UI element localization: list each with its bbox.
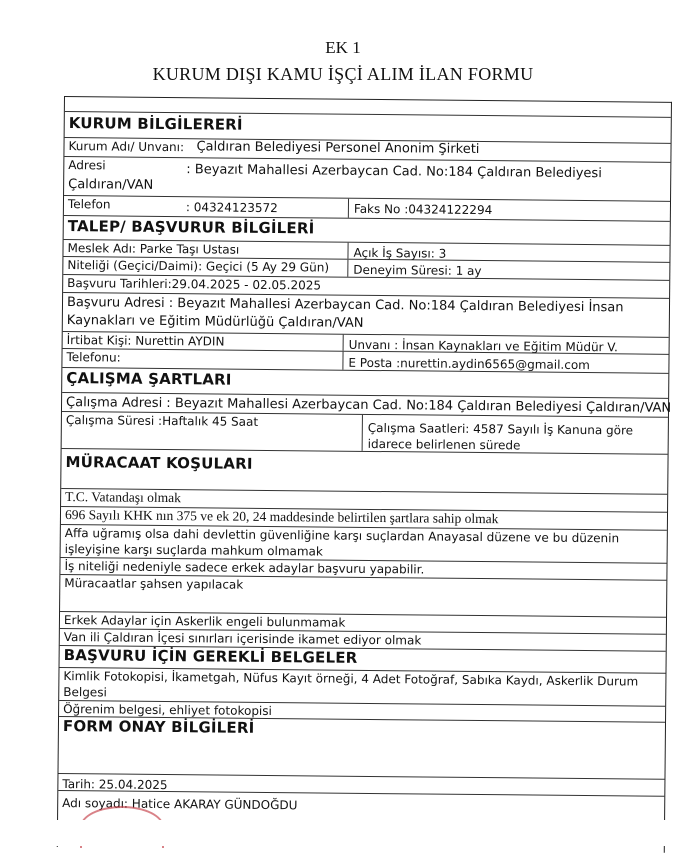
calisma-sure-row	[62, 411, 668, 454]
talep-adres-2: Kaynakları ve Eğitim Müdürlüğü Çaldıran/VAN	[66, 313, 364, 331]
muracaat-kosul-6: Erkek Adaylar için Askerlik engeli bulunmamak	[60, 611, 666, 634]
muracaat-kosul-5: Müracaatlar şahsen yapılacak	[60, 574, 666, 617]
talep-deneyim: Deneyim Süresi: 1 ay	[353, 262, 482, 279]
kurum-adres-value-2: Çaldıran/VAN	[68, 177, 154, 193]
belgeler-belge-1: Kimlik Fotokopisi, İkametgah, Nüfus Kayıt örneği, 4 Adet Fotoğraf, Sabıka Kaydı, Askerlik Durum Belgesi	[59, 667, 665, 706]
application-form	[57, 96, 672, 853]
section-kurum-heading: KURUM BİLGİLERERİ	[65, 111, 671, 143]
calisma-sure: Çalışma Süresi :Haftalık 45 Saat	[65, 413, 259, 429]
kurum-adres-row	[64, 156, 670, 201]
annex-label: EK 1	[325, 38, 361, 57]
talep-adres-1: Başvuru Adresi : Beyazıt Mahallesi Azerbaycan Cad. No:184 Çaldıran Belediyesi İnsan	[66, 295, 624, 316]
onay-tarih: Tarih: 25.04.2025	[58, 773, 664, 796]
muracaat-kosul-3: Affa uğramış olsa dahi devlettin güvenliğine karşı suçlardan Anayasal düzene ve bu düzenin işleyişine karşı suçlarda mahkum olmamak	[61, 524, 667, 563]
talep-unvani: Unvanı : İnsan Kaynakları ve Eğitim Müdür V.	[348, 337, 618, 355]
talep-irtibat: İrtibat Kişi: Nurettin AYDIN	[66, 333, 225, 349]
section-belgeler-heading: BAŞVURU İÇİN GEREKLİ BELGELER	[60, 645, 666, 673]
kurum-adi-label: Kurum Adı/ Unvanı:	[68, 139, 185, 155]
calisma-saatleri-2: idarece belirlenen sürede	[367, 436, 521, 453]
kurum-adres-value: : Beyazıt Mahallesi Azerbaycan Cad. No:184 Çaldıran Belediyesi	[186, 162, 602, 182]
belgeler-belge-2: Öğrenim belgesi, ehliyet fotokopisi	[59, 700, 665, 722]
talep-tarihler: Başvuru Tarihleri:29.04.2025 - 02.05.2025	[67, 276, 322, 293]
muracaat-kosul-2: 696 Sayılı KHK nın 375 ve ek 20, 24 maddesinde belirtilen şartlara sahip olmak	[61, 506, 667, 530]
form-title: KURUM DIŞI KAMU İŞÇİ ALIM İLAN FORMU	[152, 64, 534, 84]
talep-adres-row	[63, 292, 669, 337]
calisma-saatleri-1: Çalışma Saatleri: 4587 Sayılı İş Kanuna göre	[367, 420, 634, 438]
kurum-adres-label: Adresi	[68, 158, 106, 173]
talep-niteligi: Niteliği (Geçici/Daimi): Geçici (5 Ay 29 Gün)	[67, 258, 330, 275]
page-crop-edge	[0, 820, 686, 846]
talep-eposta: E Posta :nurettin.aydin6565@gmail.com	[348, 355, 590, 373]
muracaat-kosul-7: Van ili Çaldıran İçesi sınırları içerisinde ikamet ediyor olmak	[60, 628, 666, 651]
calisma-adres: Çalışma Adresi : Beyazıt Mahallesi Azerbaycan Cad. No:184 Çaldıran Belediyesi Çaldıran/VAN	[65, 395, 672, 416]
kurum-faks: Faks No :04324122294	[353, 201, 493, 218]
kurum-adi-value: Çaldıran Belediyesi Personel Anonim Şirketi	[196, 139, 480, 157]
onay-adi-soyadi: Adı soyadı: Hatice AKARAY GÜNDOĞDU	[58, 790, 664, 816]
section-onay-heading: FORM ONAY BİLGİLERİ	[59, 716, 665, 762]
talep-telefonu: Telefonu:	[66, 350, 121, 365]
section-talep-heading: TALEP/ BAŞVURUR BİLGİLERİ	[64, 215, 670, 245]
kurum-telefon-label: Telefon	[67, 197, 111, 212]
muracaat-kosul-4: İş niteliği nedeniyle sadece erkek adaylar başvuru yapabilir.	[60, 557, 666, 580]
muracaat-kosul-1: T.C. Vatandaşı olmak	[61, 488, 667, 512]
section-muracaat-heading: MÜRACAAT KOŞULARI	[61, 448, 667, 494]
talep-acik-is: Açık İş Sayısı: 3	[353, 245, 447, 261]
section-calisma-heading: ÇALIŞMA ŞARTLARI	[62, 367, 668, 398]
kurum-telefon-value: : 04324123572	[185, 200, 278, 216]
talep-meslek: Meslek Adı: Parke Taşı Ustası	[67, 241, 240, 257]
